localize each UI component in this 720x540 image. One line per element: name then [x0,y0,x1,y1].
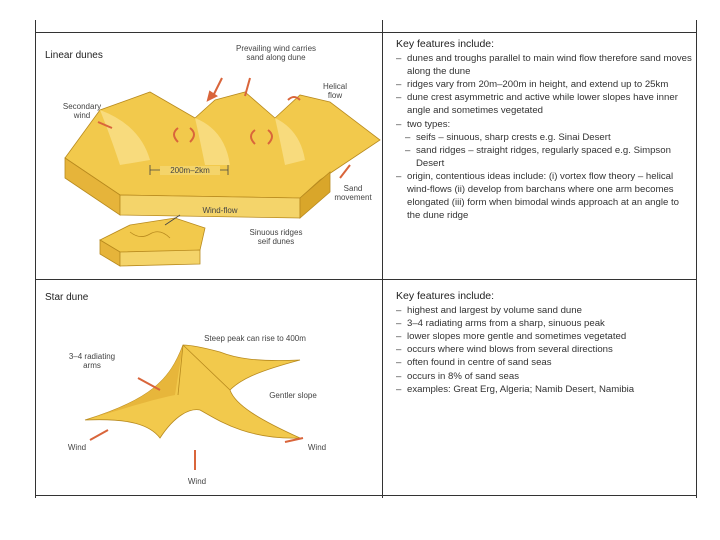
label-wind-flow: Wind-flow [202,206,238,215]
list-item: – two types: [396,118,692,131]
prevailing-wind-arrow-2 [245,78,250,96]
label-wind-bottom: Wind [187,477,207,486]
list-item: – dunes and troughs parallel to main wind flow therefore sand moves along the dune [396,52,692,78]
label-gentler-slope: Gentler slope [269,391,317,400]
list-item: – occurs where wind blows from several directions [396,343,692,356]
label-secondary-wind: Secondary wind [62,102,102,120]
list-item: – 3–4 radiating arms from a sharp, sinuous peak [396,317,692,330]
star-features-list [396,304,692,396]
label-wind-left: Wind [67,443,87,452]
list-item: – sand ridges – straight ridges, regularly spaced e.g. Simpson Desert [396,144,692,170]
list-item: – often found in centre of sand seas [396,356,692,369]
list-item: – dune crest asymmetric and active while lower slopes have inner angle and sometimes vegetated [396,91,692,117]
label-wind-right: Wind [307,443,327,452]
list-item: – lower slopes more gentle and sometimes vegetated [396,330,692,343]
label-steep-peak: Steep peak can rise to 400m [204,334,306,343]
star-key-features [396,290,692,396]
list-item: – ridges vary from 20m–200m in height, and extend up to 25km [396,78,692,91]
wind-arrow-right [285,438,303,442]
list-item: – origin, contentious ideas include: (i) vortex flow theory – helical wind-flows (ii) develop from barchans where one arm becomes elongated (iii) form when bimodal winds approach at an angle to the dune ridge [396,170,692,222]
list-item: – occurs in 8% of sand seas [396,370,692,383]
linear-features-list [396,52,692,222]
list-item: – highest and largest by volume sand dune [396,304,692,317]
label-width: 200m–2km [160,166,220,175]
arms-arrow [138,378,160,390]
linear-features-title: Key features include: [396,38,495,50]
seif-dune-block-front [120,250,200,266]
list-item: – seifs – sinuous, sharp crests e.g. Sinai Desert [396,131,692,144]
label-helical-flow: Helical flow [322,82,347,100]
linear-dunes-title: Linear dunes [45,50,103,61]
list-item: – examples: Great Erg, Algeria; Namib Desert, Namibia [396,383,692,396]
label-prevailing-wind: Prevailing wind carries sand along dune [235,44,317,62]
label-radiating-arms: 3–4 radiating arms [68,352,116,370]
label-sand-movement: Sand movement [334,184,372,202]
star-features-title: Key features include: [396,290,495,302]
label-sinuous-ridges: Sinuous ridges seif dunes [249,228,303,246]
helical-flow-arrow [288,97,300,100]
linear-key-features [396,38,692,222]
star-dune-title: Star dune [45,292,89,303]
wind-arrow-left [90,430,108,440]
sand-movement-arrow [340,165,350,178]
